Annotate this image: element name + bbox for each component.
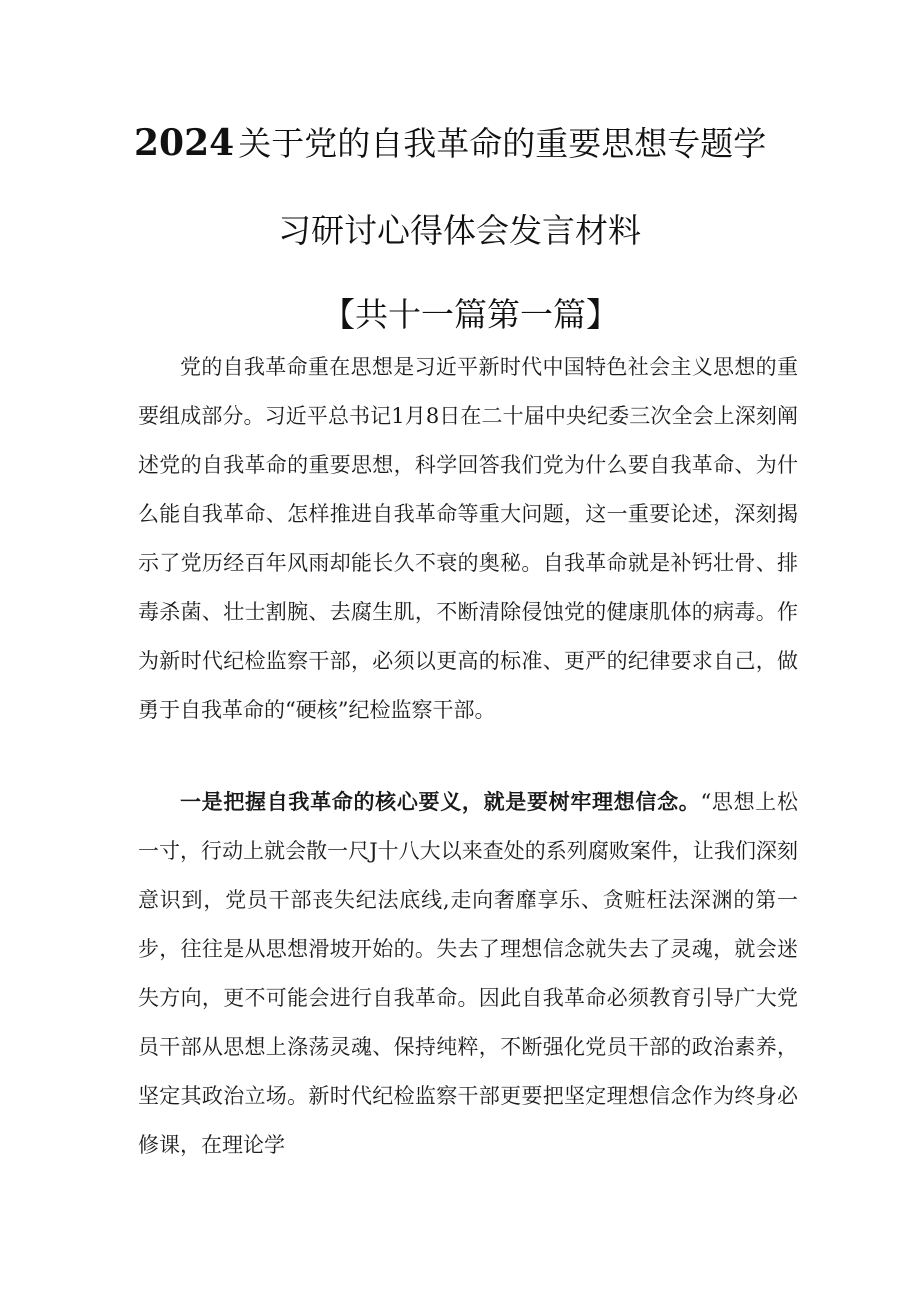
document-title-line-2: 习研讨心得体会发言材料	[278, 211, 641, 250]
document-title-line-1	[134, 118, 766, 165]
paragraph-2-body: “思想上松一寸，行动上就会散一尺J十八大以来查处的系列腐败案件，让我们深刻意识到，党员干部丧失纪法底线,走向奢靡享乐、贪赃枉法深渊的第一步，往往是从思想滑坡开始的。失去了理想信念就失去了灵魂，就会迷失方向，更不可能会进行自我革命。因此自我革命必须教育引导广大党员干部从思想上涤荡灵魂、保持纯粹，不断强化党员干部的政治素养，坚定其政治立场。新时代纪检监察干部更要把坚定理想信念作为终身必修课，在理论学	[138, 790, 798, 1157]
paragraph-1: 党的自我革命重在思想是习近平新时代中国特色社会主义思想的重要组成部分。习近平总书记1月8日在二十届中央纪委三次全会上深刻阐述党的自我革命的重要思想，科学回答我们党为什么要自我革命、为什么能自我革命、怎样推进自我革命等重大问题，这一重要论述，深刻揭示了党历经百年风雨却能长久不衰的奥秘。自我革命就是补钙壮骨、排毒杀菌、壮士割腕、去腐生肌，不断清除侵蚀党的健康肌体的病毒。作为新时代纪检监察干部，必须以更高的标准、更严的纪律要求自己，做勇于自我革命的“硬核”纪检监察干部。	[138, 355, 798, 722]
document-subtitle: 【共十一篇第一篇】	[322, 295, 619, 334]
title-line-1-text: 关于党的自我革命的重要思想专题学	[238, 124, 767, 163]
paragraph-2	[138, 777, 798, 1170]
paragraph-2-lead: 一是把握自我革命的核心要义，就是要树牢理想信念。	[180, 789, 701, 814]
title-year: 2024	[134, 122, 235, 164]
